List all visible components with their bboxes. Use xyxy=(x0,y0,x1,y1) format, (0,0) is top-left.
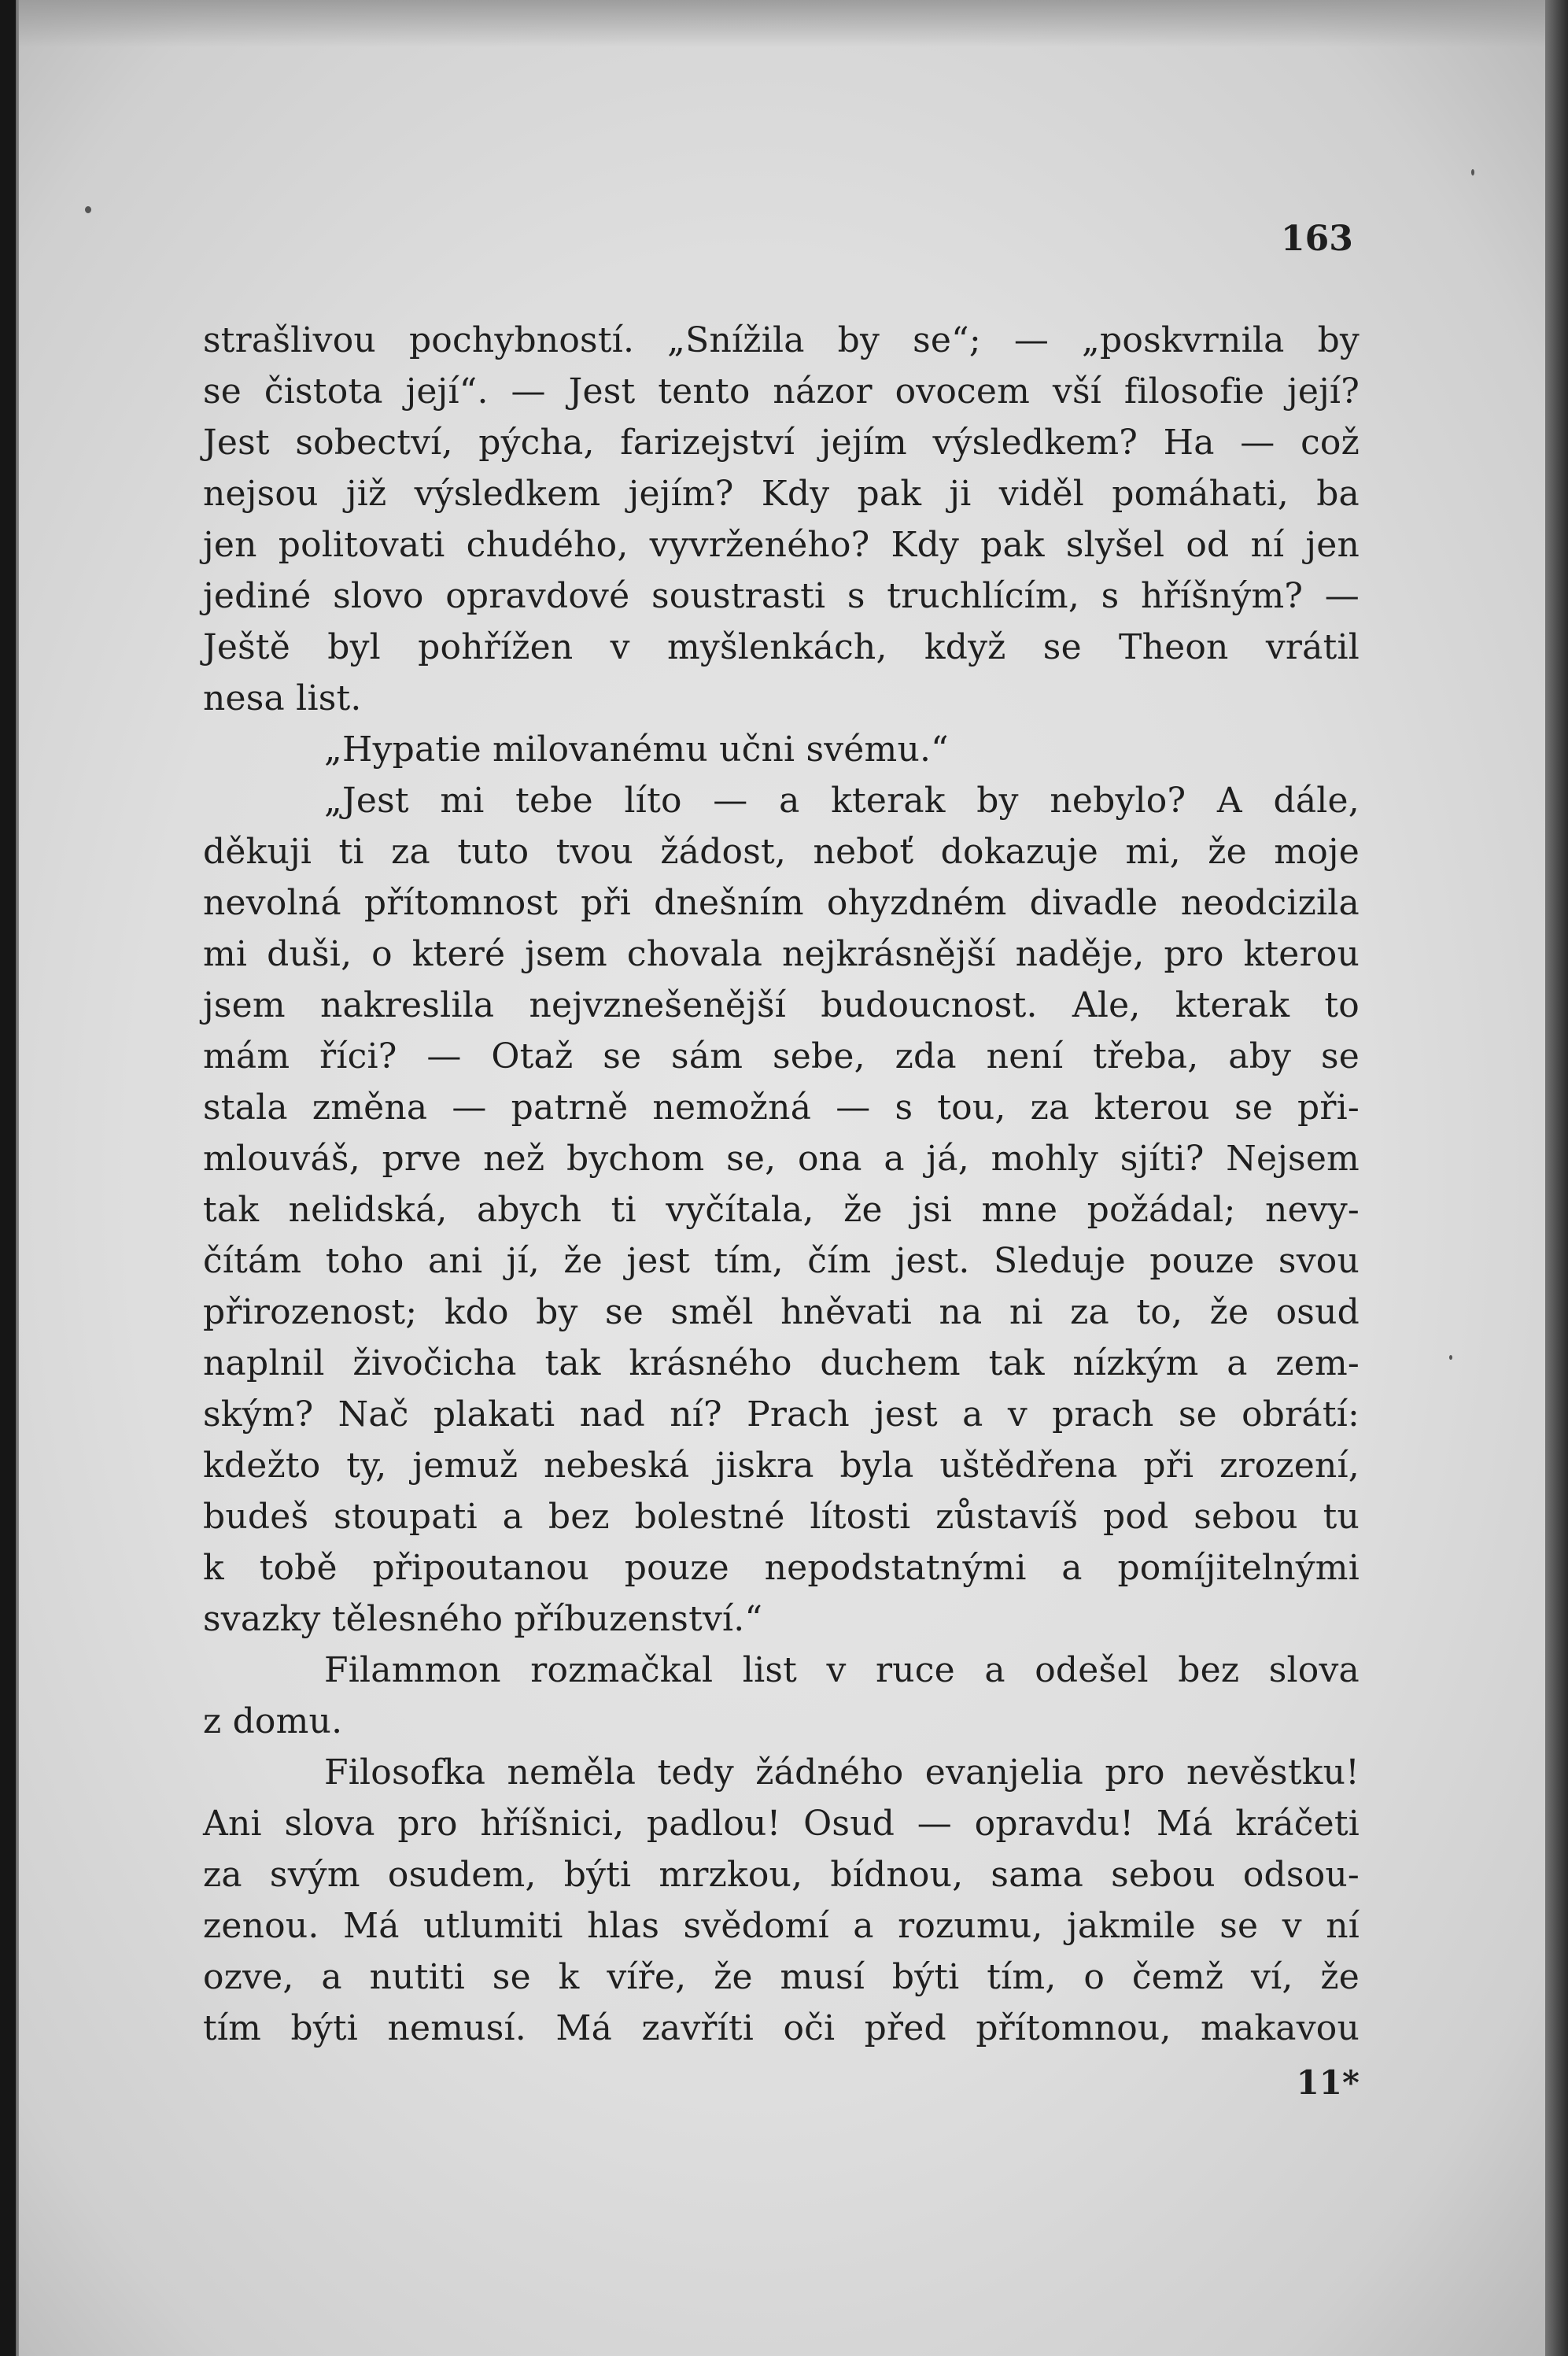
dust-speck xyxy=(85,206,91,213)
text-line: kdežto ty, jemuž nebeská jiskra byla uštědřena při zrození, xyxy=(203,1446,1360,1486)
page-number: 163 xyxy=(1281,219,1353,259)
text-line: tak nelidská, abych ti vyčítala, že jsi mne požádal; nevy- xyxy=(203,1190,1360,1230)
text-line: za svým osudem, býti mrzkou, bídnou, sama sebou odsou- xyxy=(203,1855,1360,1895)
text-line: tím býti nemusí. Má zavříti oči před přítomnou, makavou xyxy=(203,2008,1360,2048)
text-line: strašlivou pochybností. „Snížila by se“; — „poskvrnila by xyxy=(203,320,1360,360)
text-line: Jest sobectví, pýcha, farizejství jejím výsledkem? Ha — což xyxy=(203,423,1360,463)
text-line: děkuji ti za tuto tvou žádost, neboť dokazuje mi, že moje xyxy=(203,832,1360,872)
book-gutter-shadow xyxy=(0,0,16,2356)
text-line: nejsou již výsledkem jejím? Kdy pak ji viděl pomáhati, ba xyxy=(203,474,1360,514)
signature-mark: 11* xyxy=(1296,2063,1360,2102)
text-line: k tobě připoutanou pouze nepodstatnými a pomíjitelnými xyxy=(203,1548,1360,1588)
text-line: Ani slova pro hříšnici, padlou! Osud — opravdu! Má kráčeti xyxy=(203,1804,1360,1844)
text-line: ozve, a nutiti se k víře, že musí býti tím, o čemž ví, že xyxy=(203,1957,1360,1997)
text-line: mi duši, o které jsem chovala nejkrásnější naděje, pro kterou xyxy=(203,934,1360,974)
text-line: Ještě byl pohřížen v myšlenkách, když se Theon vrátil xyxy=(203,627,1360,667)
dust-speck xyxy=(1471,169,1474,175)
text-line: „Hypatie milovanému učni svému.“ xyxy=(324,729,949,770)
text-line: čítám toho ani jí, že jest tím, čím jest. Sleduje pouze svou xyxy=(203,1241,1360,1281)
text-line: Filosofka neměla tedy žádného evanjelia pro nevěstku! xyxy=(324,1752,1360,1793)
text-line: nevolná přítomnost při dnešním ohyzdném divadle neodcizila xyxy=(203,883,1360,923)
dust-speck xyxy=(1449,1355,1452,1360)
text-line: nesa list. xyxy=(203,678,362,718)
text-line: naplnil živočicha tak krásného duchem tak nízkým a zem- xyxy=(203,1343,1360,1383)
text-line: stala změna — patrně nemožná — s tou, za kterou se při- xyxy=(203,1088,1360,1128)
text-line: z domu. xyxy=(203,1701,343,1741)
text-line: zenou. Má utlumiti hlas svědomí a rozumu, jakmile se v ní xyxy=(203,1906,1360,1946)
body-text xyxy=(203,315,1360,2054)
text-line: ským? Nač plakati nad ní? Prach jest a v prach se obrátí: xyxy=(203,1394,1360,1435)
text-line: Filammon rozmačkal list v ruce a odešel bez slova xyxy=(324,1650,1360,1690)
text-line: „Jest mi tebe líto — a kterak by nebylo? A dále, xyxy=(324,781,1360,821)
text-line: mlouváš, prve než bychom se, ona a já, mohly sjíti? Nejsem xyxy=(203,1139,1360,1179)
page-top-shade xyxy=(19,0,1545,47)
text-line: jediné slovo opravdové soustrasti s truchlícím, s hříšným? — xyxy=(203,576,1360,616)
text-line: mám říci? — Otaž se sám sebe, zda není třeba, aby se xyxy=(203,1036,1360,1076)
text-line: jen politovati chudého, vyvrženého? Kdy pak slyšel od ní jen xyxy=(203,525,1360,565)
text-line: se čistota její“. — Jest tento názor ovocem vší filosofie její? xyxy=(203,371,1360,412)
text-line: budeš stoupati a bez bolestné lítosti zůstavíš pod sebou tu xyxy=(203,1497,1360,1537)
text-line: přirozenost; kdo by se směl hněvati na ni za to, že osud xyxy=(203,1292,1360,1332)
text-line: jsem nakreslila nejvznešenější budoucnost. Ale, kterak to xyxy=(203,985,1360,1025)
text-line: svazky tělesného příbuzenství.“ xyxy=(203,1599,763,1639)
